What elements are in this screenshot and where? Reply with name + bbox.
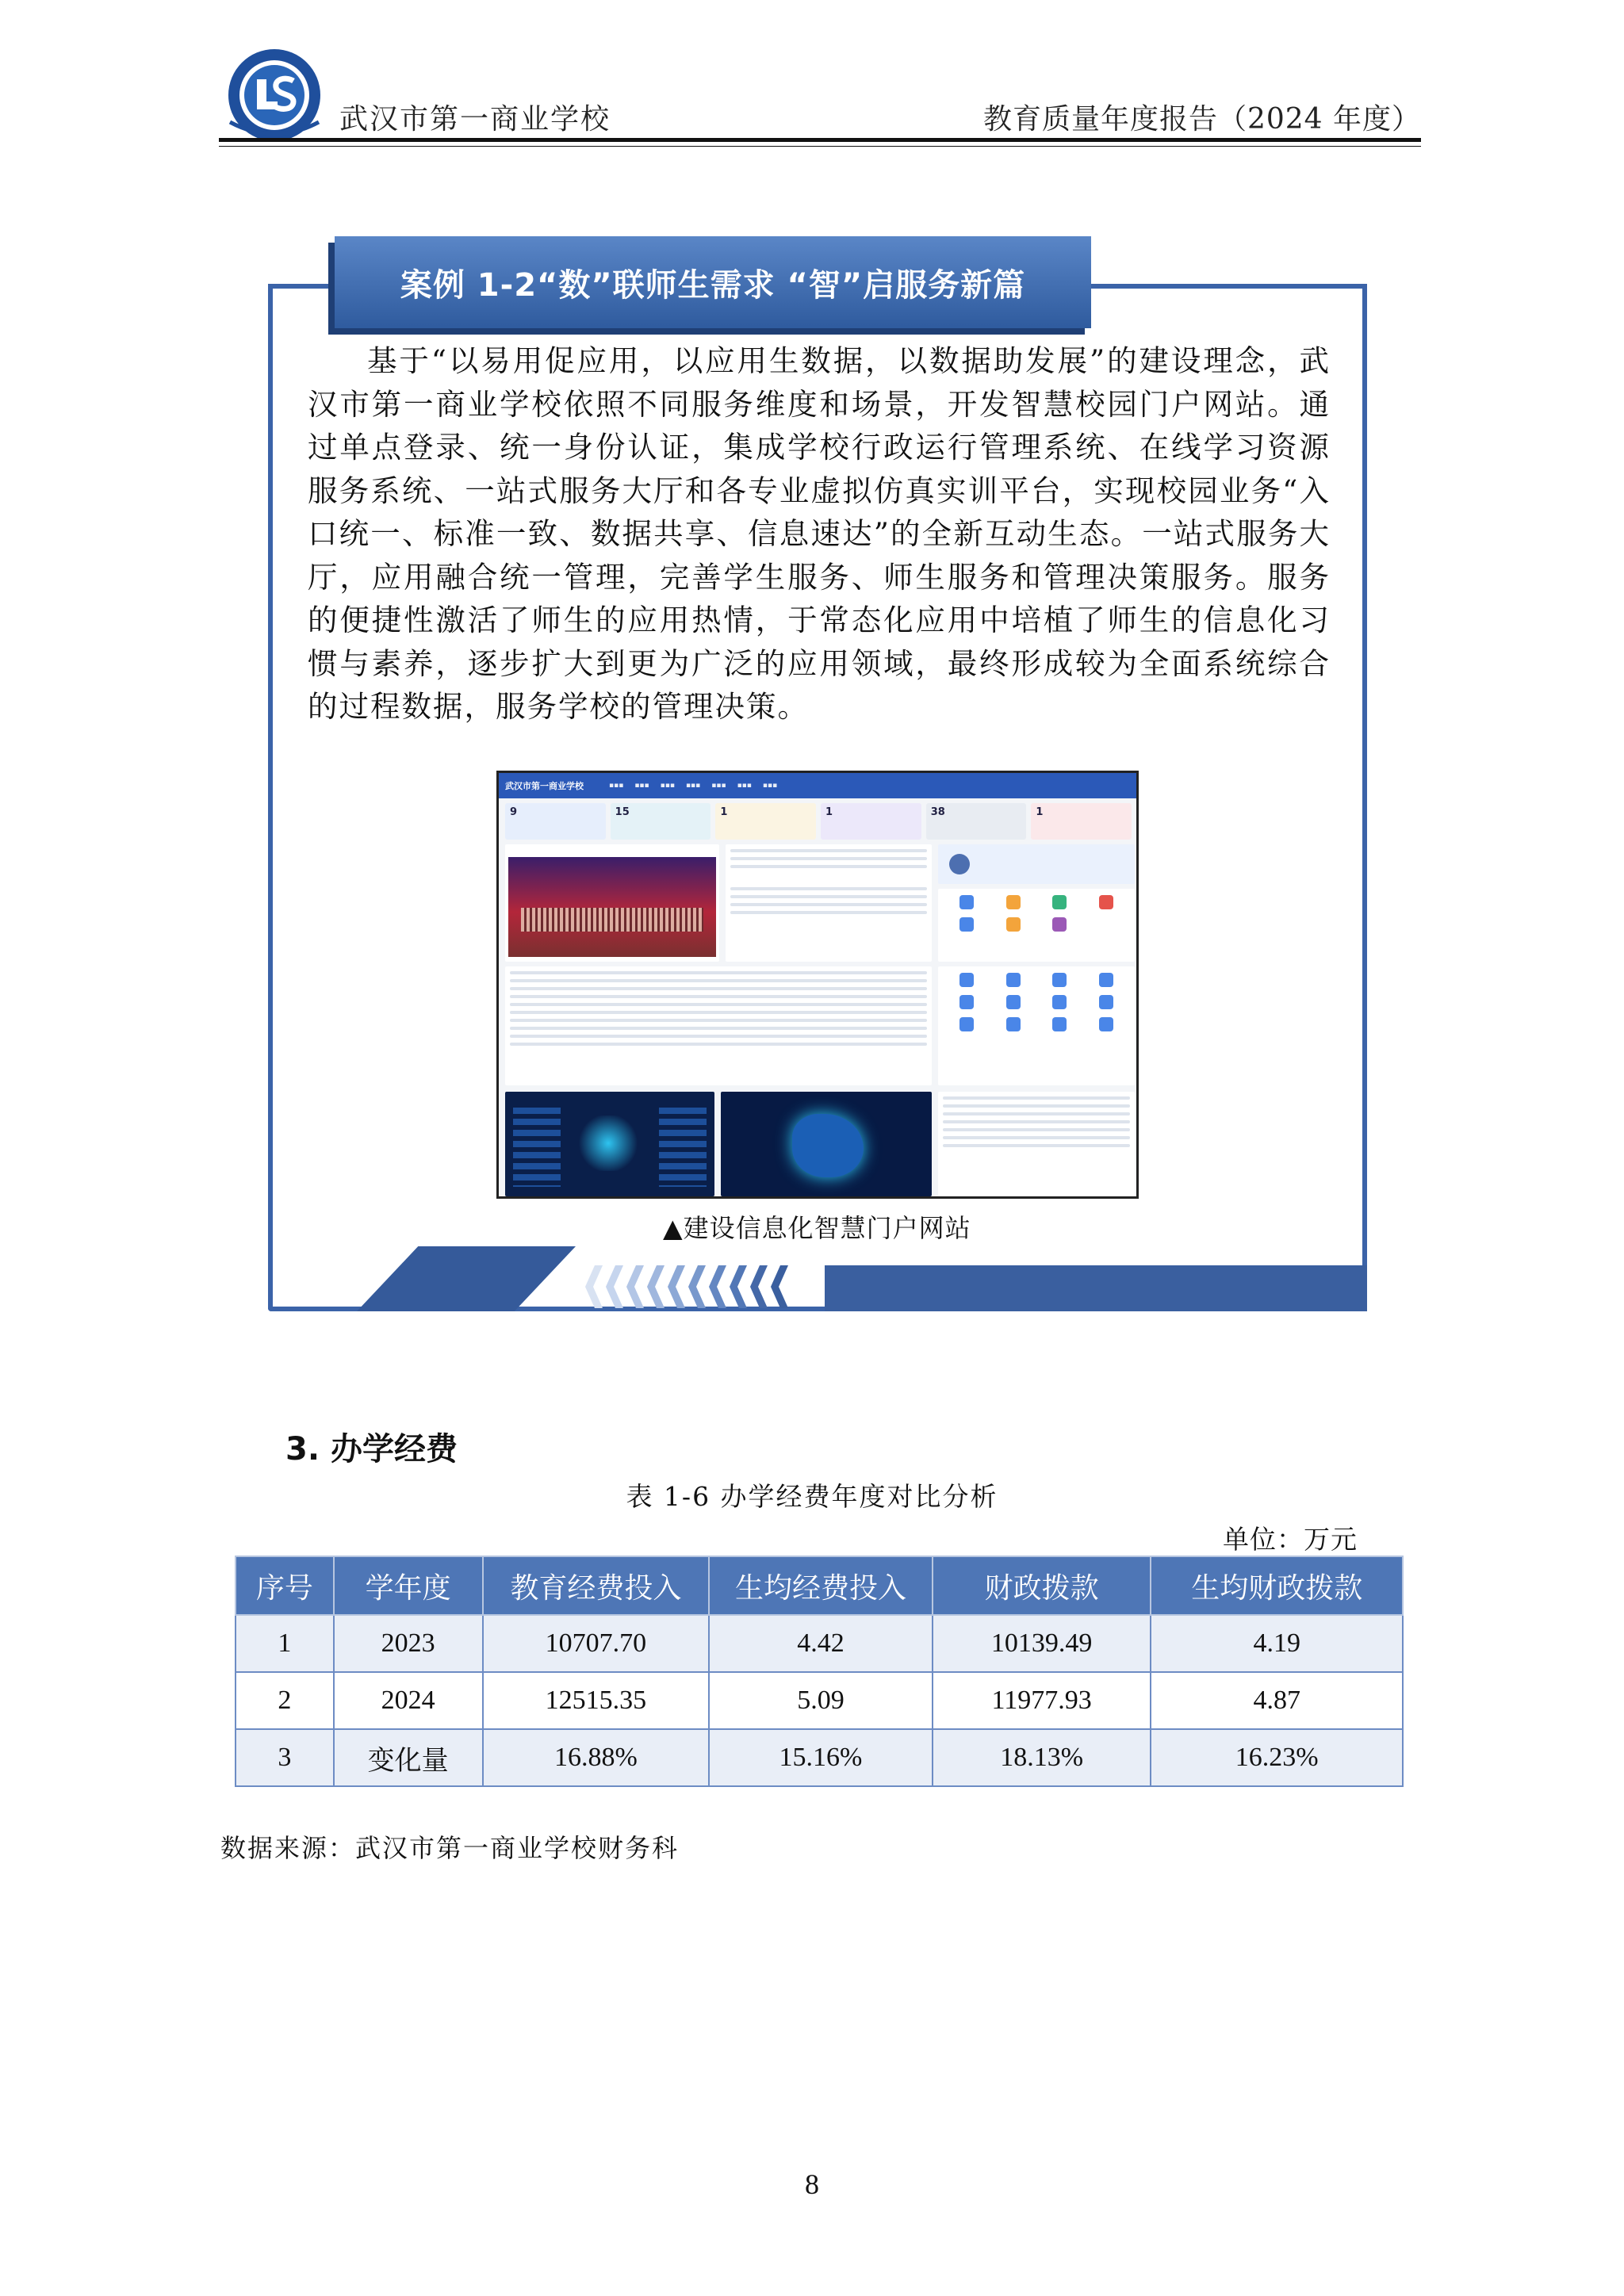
table-cell: 4.19 [1151, 1615, 1403, 1672]
case-body-text: 基于“以易用促应用，以应用生数据，以数据助发展”的建设理念，武汉市第一商业学校依照不同服务维度和场景，开发智慧校园门户网站。通过单点登录、统一身份认证，集成学校行政运行管理系统、在线学习资源服务系统、一站式服务大厅和各专业虚拟仿真实训平台，实现校园业务“入口统一、标准一致、数据共享、信息速达”的全新互动生态。一站式服务大厅，应用融合统一管理，完善学生服务、师生服务和管理决策服务。服务的便捷性激活了师生的应用热情，于常态化应用中培植了师生的信息化习惯与素养，逐步扩大到更为广泛的应用领域，最终形成较为全面系统综合的过程数据，服务学校的管理决策。 [308, 343, 1331, 724]
table-header-row [236, 1556, 1403, 1615]
funding-table [235, 1556, 1404, 1787]
col-header: 教育经费投入 [483, 1556, 710, 1615]
portal-brand: 武汉市第一商业学校 [505, 781, 584, 791]
table-cell: 18.13% [933, 1729, 1151, 1786]
portal-stat-value: 1 [720, 806, 728, 818]
data-source-note: 数据来源：武汉市第一商业学校财务科 [220, 1833, 680, 1863]
portal-quick-apps [938, 889, 1135, 962]
portal-stat-value: 1 [1036, 806, 1044, 818]
portal-calendar [938, 1092, 1135, 1196]
header-rule [219, 138, 1421, 142]
portal-stat-value: 9 [510, 806, 518, 818]
header-report-title: 教育质量年度报告（2024 年度） [982, 103, 1421, 136]
table-cell: 16.23% [1151, 1729, 1403, 1786]
table-title: 表 1-6 办学经费年度对比分析 [626, 1481, 998, 1512]
table-cell: 16.88% [483, 1729, 710, 1786]
screenshot-caption: ▲建设信息化智慧门户网站 [663, 1213, 971, 1243]
decor-band-right [825, 1265, 1367, 1311]
portal-screenshot [496, 771, 1139, 1199]
table-cell: 3 [236, 1729, 334, 1786]
table-cell: 4.87 [1151, 1672, 1403, 1729]
table-cell: 2024 [334, 1672, 483, 1729]
portal-dashboard-2 [721, 1092, 932, 1196]
portal-notice-panel [726, 844, 932, 962]
chevron-decoration-icon [577, 1262, 823, 1311]
portal-news-photo-panel [505, 844, 719, 962]
table-cell: 15.16% [709, 1729, 933, 1786]
portal-stat-card [611, 803, 711, 840]
case-frame-top-right [1091, 284, 1367, 289]
section-title: 3. 办学经费 [285, 1431, 458, 1468]
table-cell: 变化量 [334, 1729, 483, 1786]
portal-stat-card [821, 803, 921, 840]
table-cell: 10707.70 [483, 1615, 710, 1672]
portal-user-card [938, 844, 1135, 884]
portal-stat-value: 38 [930, 806, 945, 818]
table-cell: 4.42 [709, 1615, 933, 1672]
col-header: 生均经费投入 [709, 1556, 933, 1615]
case-frame-top-left [268, 284, 338, 289]
table-cell: 1 [236, 1615, 334, 1672]
header-rule-thin [219, 146, 1421, 147]
col-header: 生均财政拨款 [1151, 1556, 1403, 1615]
portal-stat-card [926, 803, 1027, 840]
portal-stat-card [1031, 803, 1132, 840]
page-number: 8 [805, 2168, 819, 2200]
portal-nav: ▪▪▪ ▪▪▪ ▪▪▪ ▪▪▪ ▪▪▪ ▪▪▪ ▪▪▪ [609, 782, 778, 790]
table-cell: 11977.93 [933, 1672, 1151, 1729]
table-row [236, 1729, 1403, 1786]
school-logo-icon [225, 46, 324, 144]
table-cell: 10139.49 [933, 1615, 1151, 1672]
portal-stat-value: 15 [615, 806, 630, 818]
portal-topbar [499, 773, 1136, 798]
portal-todo-list [505, 966, 932, 1085]
col-header: 序号 [236, 1556, 334, 1615]
table-cell: 5.09 [709, 1672, 933, 1729]
portal-stat-card [505, 803, 606, 840]
table-unit: 单位：万元 [1223, 1524, 1358, 1555]
table-row [236, 1672, 1403, 1729]
table-row [236, 1615, 1403, 1672]
table-cell: 12515.35 [483, 1672, 710, 1729]
portal-app-grid [938, 966, 1135, 1085]
col-header: 财政拨款 [933, 1556, 1151, 1615]
table-cell: 2023 [334, 1615, 483, 1672]
portal-dashboard-1 [505, 1092, 714, 1196]
case-title: 案例 1-2“数”联师生需求 “智”启服务新篇 [335, 236, 1091, 328]
portal-stat-card [715, 803, 816, 840]
portal-stat-value: 1 [825, 806, 833, 818]
header-school-name: 武汉市第一商业学校 [339, 103, 611, 136]
table-cell: 2 [236, 1672, 334, 1729]
col-header: 学年度 [334, 1556, 483, 1615]
portal-stats [505, 803, 1132, 840]
